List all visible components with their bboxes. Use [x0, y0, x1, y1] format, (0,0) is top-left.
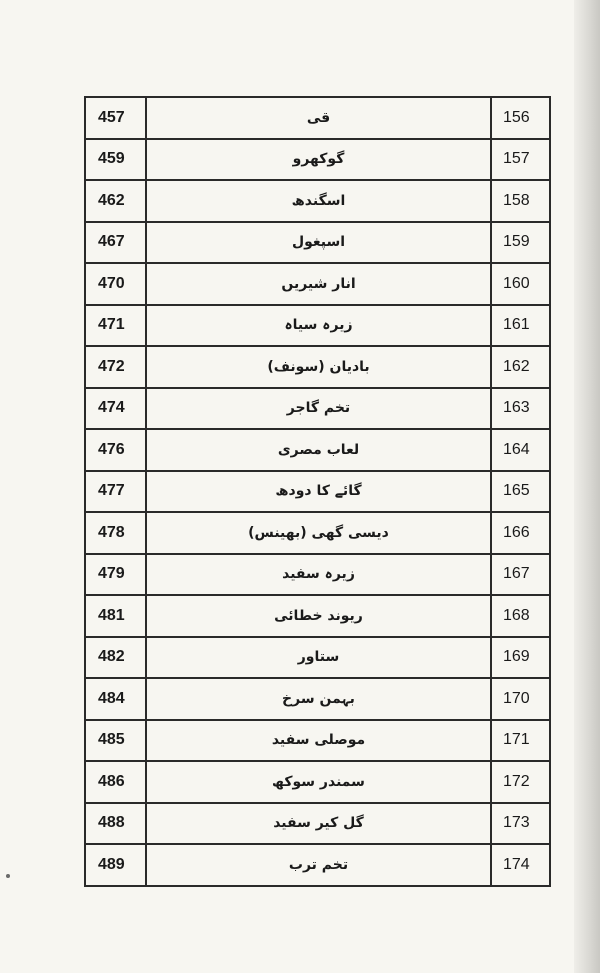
page-number-cell: 477	[85, 471, 146, 513]
entry-title-cell: ستاور	[146, 637, 491, 679]
entry-title-cell: بادیان (سونف)	[146, 346, 491, 388]
table-row	[85, 595, 550, 637]
entry-title-cell: لعاب مصری	[146, 429, 491, 471]
table-row	[85, 180, 550, 222]
serial-number-cell: 157	[491, 139, 550, 181]
table-row	[85, 305, 550, 347]
entry-title-cell: گوکھرو	[146, 139, 491, 181]
page-number-cell: 462	[85, 180, 146, 222]
entry-title-cell: قی	[146, 97, 491, 139]
table-row	[85, 720, 550, 762]
entry-title-cell: اسپغول	[146, 222, 491, 264]
serial-number-cell: 167	[491, 554, 550, 596]
table-row	[85, 139, 550, 181]
table-row	[85, 429, 550, 471]
entry-title-cell: زیرہ سفید	[146, 554, 491, 596]
entry-title-cell: گل کیر سفید	[146, 803, 491, 845]
page-number-cell: 479	[85, 554, 146, 596]
page-number-cell: 476	[85, 429, 146, 471]
table-row	[85, 554, 550, 596]
entry-title-cell: تخم ترب	[146, 844, 491, 886]
page-speck	[6, 874, 10, 878]
table-row	[85, 263, 550, 305]
page-number-cell: 489	[85, 844, 146, 886]
page-number-cell: 486	[85, 761, 146, 803]
table-row	[85, 761, 550, 803]
page-number-cell: 485	[85, 720, 146, 762]
page-number-cell: 484	[85, 678, 146, 720]
serial-number-cell: 165	[491, 471, 550, 513]
page-number-cell: 470	[85, 263, 146, 305]
entry-title-cell: زیرہ سیاہ	[146, 305, 491, 347]
page-number-cell: 467	[85, 222, 146, 264]
page-number-cell: 478	[85, 512, 146, 554]
serial-number-cell: 169	[491, 637, 550, 679]
page-number-cell: 457	[85, 97, 146, 139]
serial-number-cell: 163	[491, 388, 550, 430]
table-row	[85, 222, 550, 264]
table-row	[85, 512, 550, 554]
contents-table	[84, 96, 551, 887]
entry-title-cell: موصلی سفید	[146, 720, 491, 762]
entry-title-cell: اسگندھ	[146, 180, 491, 222]
page-number-cell: 474	[85, 388, 146, 430]
serial-number-cell: 171	[491, 720, 550, 762]
serial-number-cell: 160	[491, 263, 550, 305]
serial-number-cell: 170	[491, 678, 550, 720]
entry-title-cell: تخم گاجر	[146, 388, 491, 430]
table-row	[85, 637, 550, 679]
page-edge-shadow	[574, 0, 600, 973]
table-row	[85, 346, 550, 388]
serial-number-cell: 168	[491, 595, 550, 637]
serial-number-cell: 172	[491, 761, 550, 803]
page-number-cell: 482	[85, 637, 146, 679]
page-number-cell: 472	[85, 346, 146, 388]
serial-number-cell: 166	[491, 512, 550, 554]
serial-number-cell: 158	[491, 180, 550, 222]
serial-number-cell: 159	[491, 222, 550, 264]
page-number-cell: 471	[85, 305, 146, 347]
serial-number-cell: 156	[491, 97, 550, 139]
entry-title-cell: بہمن سرخ	[146, 678, 491, 720]
contents-table-body	[85, 97, 550, 886]
table-row	[85, 803, 550, 845]
page-number-cell: 488	[85, 803, 146, 845]
table-row	[85, 844, 550, 886]
table-row	[85, 471, 550, 513]
page-number-cell: 481	[85, 595, 146, 637]
entry-title-cell: ریوند خطائی	[146, 595, 491, 637]
entry-title-cell: سمندر سوکھ	[146, 761, 491, 803]
serial-number-cell: 162	[491, 346, 550, 388]
serial-number-cell: 161	[491, 305, 550, 347]
table-row	[85, 678, 550, 720]
serial-number-cell: 173	[491, 803, 550, 845]
entry-title-cell: دیسی گھی (بھینس)	[146, 512, 491, 554]
entry-title-cell: انار شیریں	[146, 263, 491, 305]
page-number-cell: 459	[85, 139, 146, 181]
table-row	[85, 388, 550, 430]
serial-number-cell: 174	[491, 844, 550, 886]
table-row	[85, 97, 550, 139]
serial-number-cell: 164	[491, 429, 550, 471]
entry-title-cell: گائے کا دودھ	[146, 471, 491, 513]
